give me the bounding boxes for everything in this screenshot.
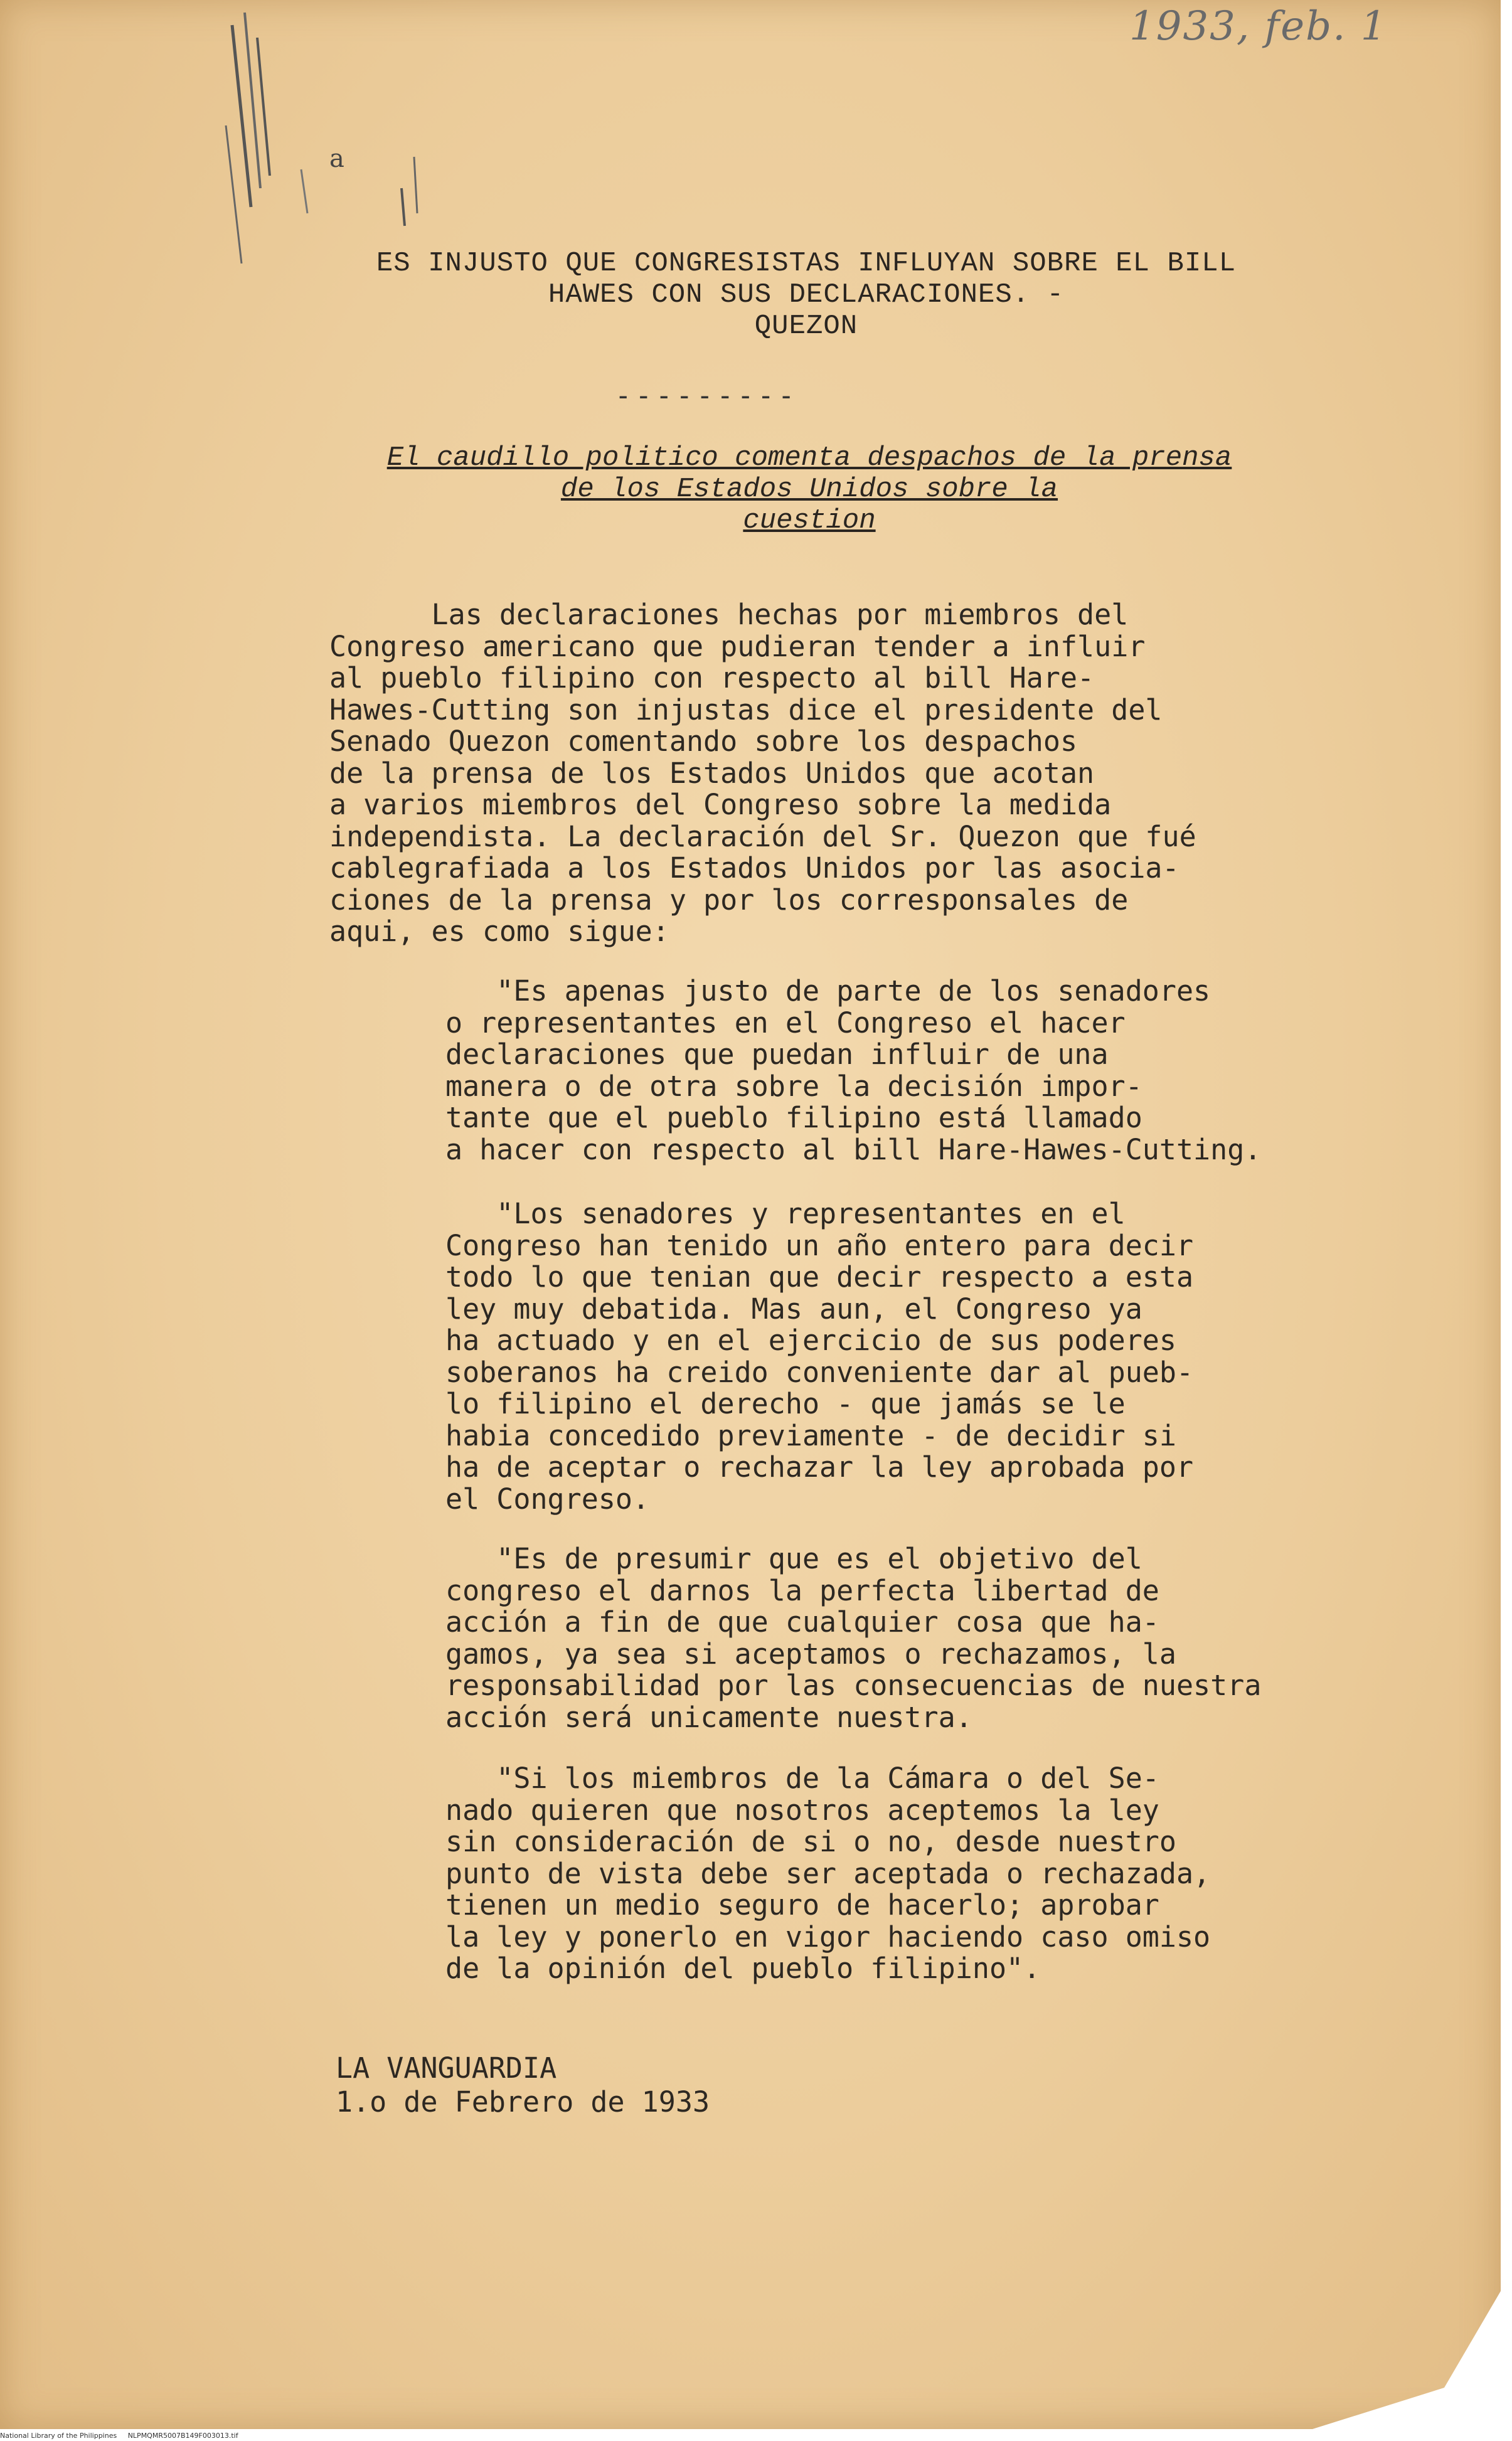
text-line: ley muy debatida. Mas aun, el Congreso ya <box>445 1292 1142 1326</box>
text-line: acción a fin de que cualquier cosa que ha- <box>445 1605 1159 1639</box>
text-line: tienen un medio seguro de hacerlo; aprobar <box>445 1888 1159 1922</box>
text-line: Senado Quezon comentando sobre los despachos <box>329 725 1078 758</box>
separator-dashes: --------- <box>615 380 799 412</box>
publication-date: 1.o de Febrero de 1933 <box>336 2085 710 2119</box>
subheadline <box>326 442 1292 536</box>
text-line: congreso el darnos la perfecta libertad de <box>445 1573 1159 1607</box>
text-line: punto de vista debe ser aceptada o rechazada, <box>445 1856 1211 1890</box>
quote-paragraph-4 <box>445 1763 1424 1985</box>
text-line: ciones de la prensa y por los corresponsales de <box>329 883 1129 917</box>
text-line: al pueblo filipino con respecto al bill Hare- <box>329 661 1095 694</box>
publication-name: LA VANGUARDIA <box>336 2051 557 2085</box>
quote-paragraph-1 <box>445 976 1424 1166</box>
text-line: ha actuado y en el ejercicio de sus poderes <box>445 1324 1176 1357</box>
text-line: soberanos ha creido conveniente dar al pueb- <box>445 1355 1194 1389</box>
text-line: ha de aceptar o rechazar la ley aprobada por <box>445 1450 1194 1484</box>
text-line: independista. La declaración del Sr. Quezon que fué <box>329 819 1196 853</box>
text-line: manera o de otra sobre la decisión impor- <box>445 1069 1142 1103</box>
footer-file-id: NLPMQMR5007B149F003013.tif <box>127 2432 238 2440</box>
text-line: a hacer con respecto al bill Hare-Hawes-Cutting. <box>445 1132 1262 1166</box>
text-line: sin consideración de si o no, desde nuestro <box>445 1825 1176 1858</box>
footer-institution: National Library of the Philippines <box>0 2432 117 2440</box>
headline-line: ES INJUSTO QUE CONGRESISTAS INFLUYAN SOBRE EL BILL <box>376 248 1237 279</box>
text-line: gamos, ya sea si aceptamos o rechazamos, la <box>445 1637 1176 1671</box>
text-line: "Los senadores y representantes en el <box>445 1197 1126 1230</box>
handwritten-date-note: 1933, feb. 1 <box>1129 3 1388 50</box>
text-line: de la opinión del pueblo filipino". <box>445 1952 1041 1985</box>
text-line: de la prensa de los Estados Unidos que acotan <box>329 756 1095 790</box>
source-citation <box>336 2051 710 2119</box>
margin-letter-mark: a <box>329 144 344 173</box>
subheadline-line: El caudillo politico comenta despachos de la prensa <box>386 442 1232 474</box>
text-line: "Es de presumir que es el objetivo del <box>445 1542 1142 1575</box>
headline <box>326 248 1286 342</box>
text-line: responsabilidad por las consecuencias de nuestra <box>445 1669 1262 1702</box>
text-line: o representantes en el Congreso el hacer <box>445 1006 1126 1040</box>
text-line: a varios miembros del Congreso sobre la medida <box>329 788 1112 821</box>
text-line: Hawes-Cutting son injustas dice el presidente del <box>329 693 1163 726</box>
subheadline-line: cuestion <box>743 505 876 536</box>
text-line: "Es apenas justo de parte de los senadores <box>445 974 1211 1008</box>
headline-line: QUEZON <box>754 311 858 342</box>
text-line: la ley y ponerlo en vigor haciendo caso omiso <box>445 1920 1211 1954</box>
headline-line: HAWES CON SUS DECLARACIONES. - <box>548 279 1065 311</box>
text-line: acción será unicamente nuestra. <box>445 1700 972 1734</box>
scan-footer <box>0 2432 1512 2440</box>
quote-paragraph-2 <box>445 1198 1424 1515</box>
text-line: declaraciones que puedan influir de una <box>445 1038 1109 1071</box>
text-line: cablegrafiada a los Estados Unidos por las asocia- <box>329 851 1179 885</box>
intro-paragraph <box>329 599 1396 948</box>
text-line: "Si los miembros de la Cámara o del Se- <box>445 1762 1159 1795</box>
text-line: nado quieren que nosotros aceptemos la ley <box>445 1793 1159 1827</box>
text-line: tante que el pueblo filipino está llamado <box>445 1101 1142 1134</box>
subheadline-line: de los Estados Unidos sobre la <box>560 474 1058 505</box>
quote-paragraph-3 <box>445 1543 1424 1733</box>
text-line: el Congreso. <box>445 1482 650 1516</box>
text-line: Congreso americano que pudieran tender a influir <box>329 629 1146 663</box>
text-line: Las declaraciones hechas por miembros del <box>329 598 1129 631</box>
text-line: todo lo que tenian que decir respecto a esta <box>445 1260 1194 1294</box>
text-line: habia concedido previamente - de decidir si <box>445 1418 1176 1452</box>
torn-corner <box>1312 2291 1501 2429</box>
text-line: lo filipino el derecho - que jamás se le <box>445 1387 1126 1420</box>
text-line: aqui, es como sigue: <box>329 915 669 948</box>
text-line: Congreso han tenido un año entero para decir <box>445 1228 1194 1262</box>
